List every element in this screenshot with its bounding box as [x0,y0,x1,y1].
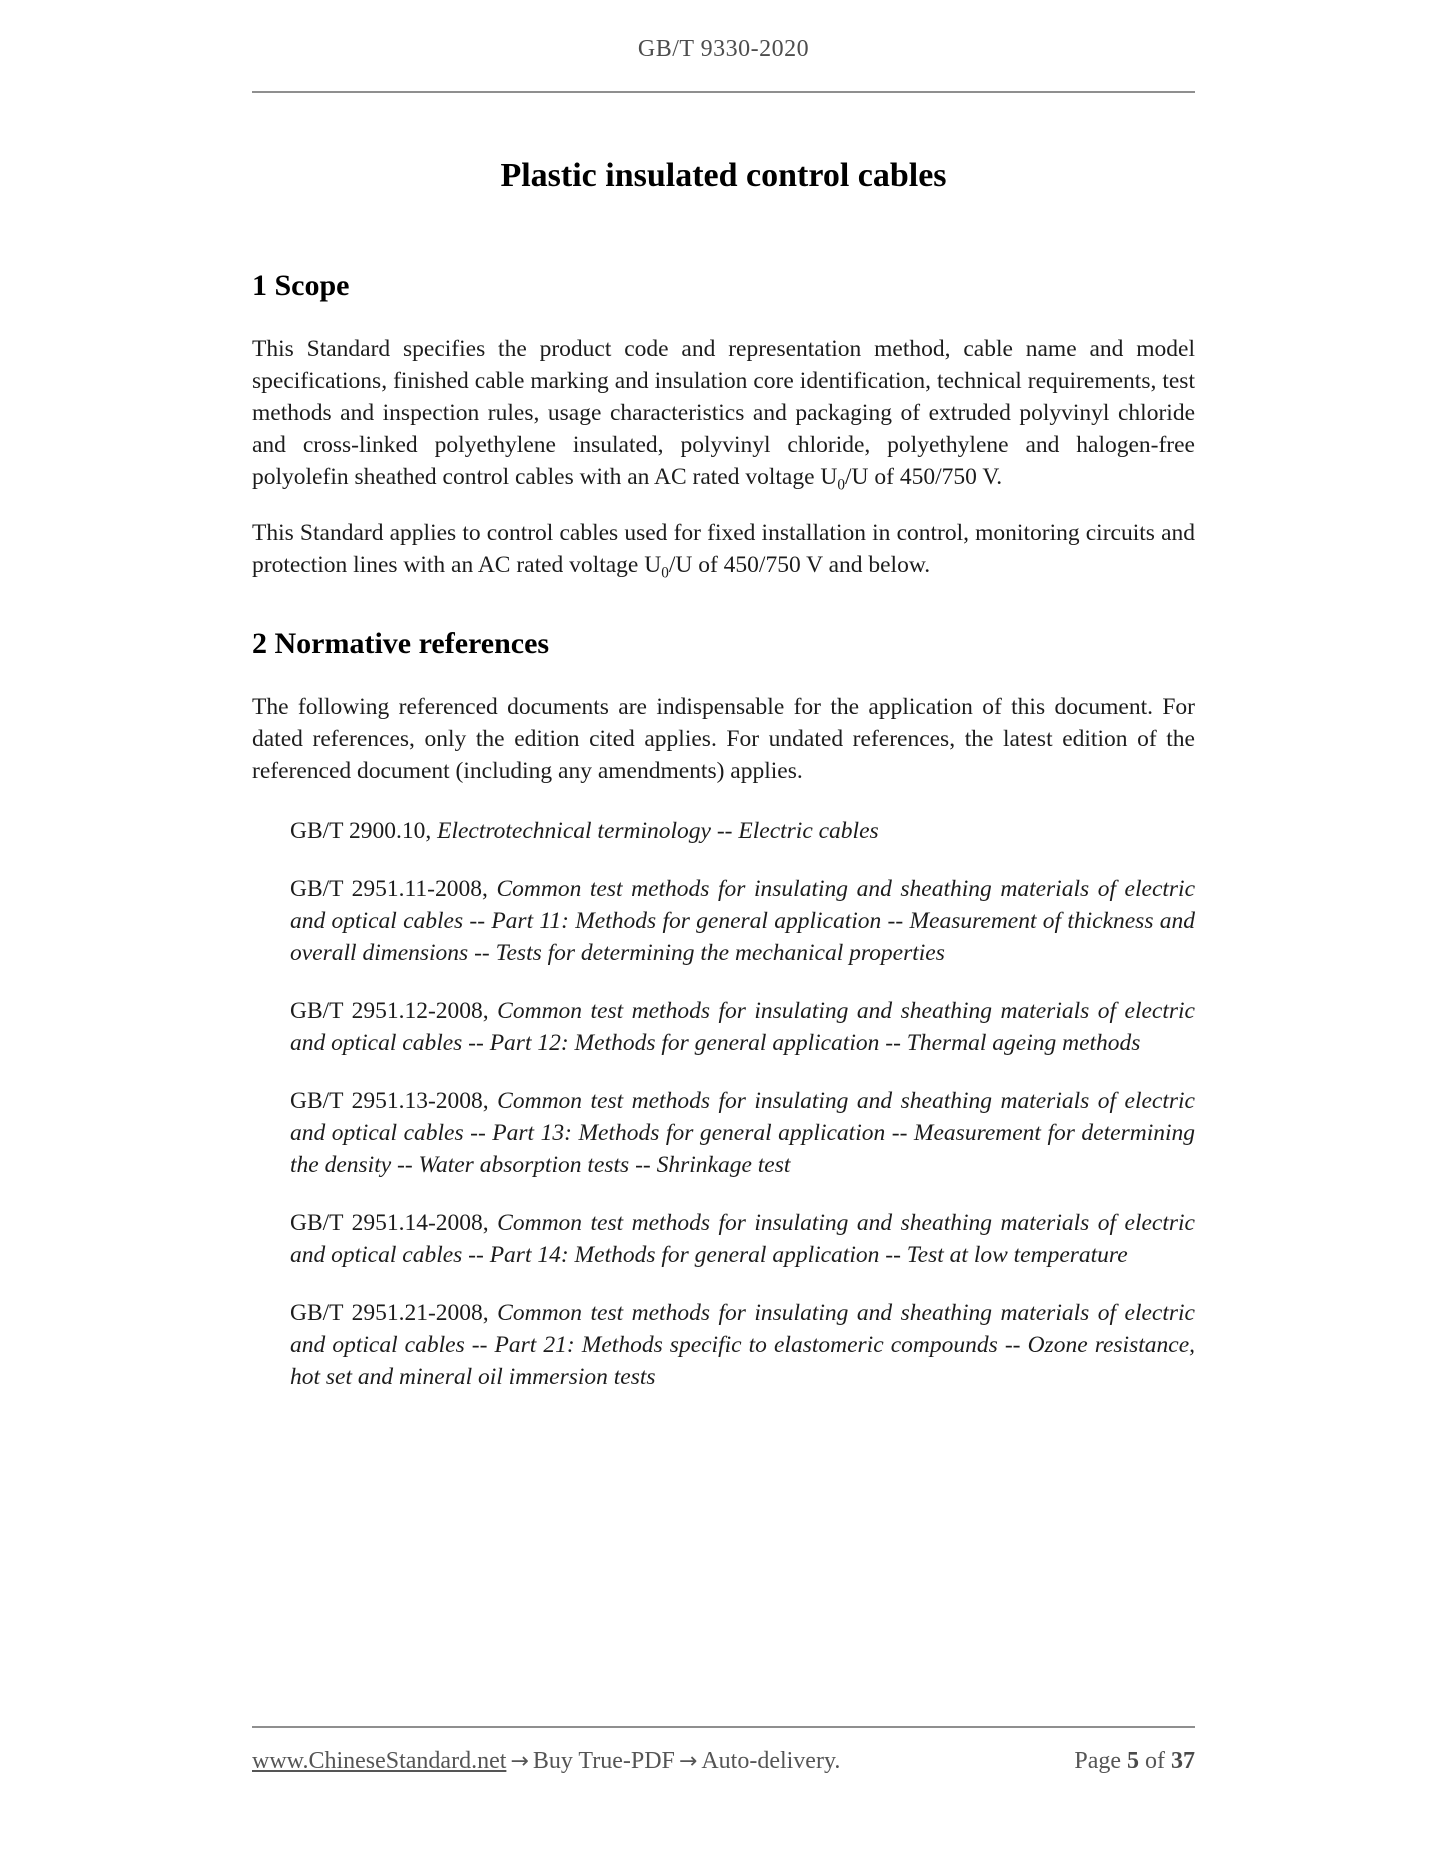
scope-paragraph-1 [252,333,1195,493]
reference-item [290,1207,1195,1271]
page-footer [252,1726,1195,1775]
section-scope [252,269,1195,581]
text-run: /U of 450/750 V and below. [668,552,931,578]
arrow-right-icon: → [678,1749,698,1774]
header-divider [252,91,1195,93]
reference-item [290,995,1195,1059]
reference-code: GB/T 2951.13-2008, [290,1088,489,1114]
subscript-zero: 0 [661,564,669,582]
doc-number: GB/T 9330-2020 [637,36,810,62]
footer-divider [252,1726,1195,1728]
reference-title: Electrotechnical terminology -- Electric cables [437,818,879,844]
page-header [252,36,1195,63]
normative-intro-paragraph: The following referenced documents are indispensable for the application of this document. For dated references, only the edition cited applies. For undated references, the latest edition of the referenced document (including any amendments) applies. [252,694,1195,784]
page-current: 5 [1127,1748,1139,1774]
reference-title: Common test methods for insulating and sheathing materials of electric and optical cables -- Part 12: Methods for general application -- Thermal ageing methods [290,998,1195,1056]
reference-title: Common test methods for insulating and sheathing materials of electric and optical cables -- Part 14: Methods for general application -- Test at low temperature [290,1210,1195,1268]
text-run: /U of 450/750 V. [845,464,1003,490]
scope-paragraph-2 [252,517,1195,581]
normative-references-heading: 2 Normative references [252,627,550,660]
text-run: This Standard applies to control cables used for fixed installation in control, monitoring circuits and protection lines with an AC rated voltage U [252,520,1195,578]
reference-item [290,873,1195,969]
auto-delivery-label: Auto-delivery. [701,1748,841,1774]
document-title: Plastic insulated control cables [500,157,947,194]
reference-title: Common test methods for insulating and sheathing materials of electric and optical cables -- Part 21: Methods specific to elastomeric compounds -- Ozone resistance, hot set and mineral oil immersion tests [290,1300,1195,1390]
section-normative-references [252,627,1195,1393]
website-link[interactable]: www.ChineseStandard.net [252,1748,507,1774]
buy-true-pdf-label: Buy True-PDF [532,1748,675,1774]
reference-title: Common test methods for insulating and sheathing materials of electric and optical cables -- Part 13: Methods for general application -- Measurement for determining the density -- Water absorption tests -- Shrinkage test [290,1088,1195,1178]
reference-item [290,1297,1195,1393]
reference-list [252,815,1195,1393]
reference-item [290,1085,1195,1181]
subscript-zero: 0 [837,476,846,494]
of-label: of [1145,1748,1165,1774]
reference-code: GB/T 2951.21-2008, [290,1300,489,1326]
page-indicator [1074,1748,1195,1775]
arrow-right-icon: → [510,1749,529,1774]
reference-title: Common test methods for insulating and sheathing materials of electric and optical cables -- Part 11: Methods for general application -- Measurement of thickness and overall dimensions -- Tests for determining the mechanical properties [290,876,1196,966]
reference-code: GB/T 2951.12-2008, [290,998,489,1024]
reference-code: GB/T 2951.14-2008, [290,1210,489,1236]
scope-heading: 1 Scope [252,269,350,302]
page-label: Page [1074,1748,1121,1774]
reference-code: GB/T 2951.11-2008, [290,876,488,902]
reference-item [290,815,1195,847]
reference-code: GB/T 2900.10, [290,818,432,844]
footer-source-line [252,1748,840,1775]
page-total: 37 [1171,1748,1195,1774]
text-run: This Standard specifies the product code and representation method, cable name and model specifications, finished cable marking and insulation core identification, technical requirements, test methods and inspection rules, usage characteristics and packaging of extruded polyvinyl chloride and cross-linked polyethylene insulated, polyvinyl chloride, polyethylene and halogen-free polyolefin sheathed control cables with an AC rated voltage U [252,336,1195,490]
